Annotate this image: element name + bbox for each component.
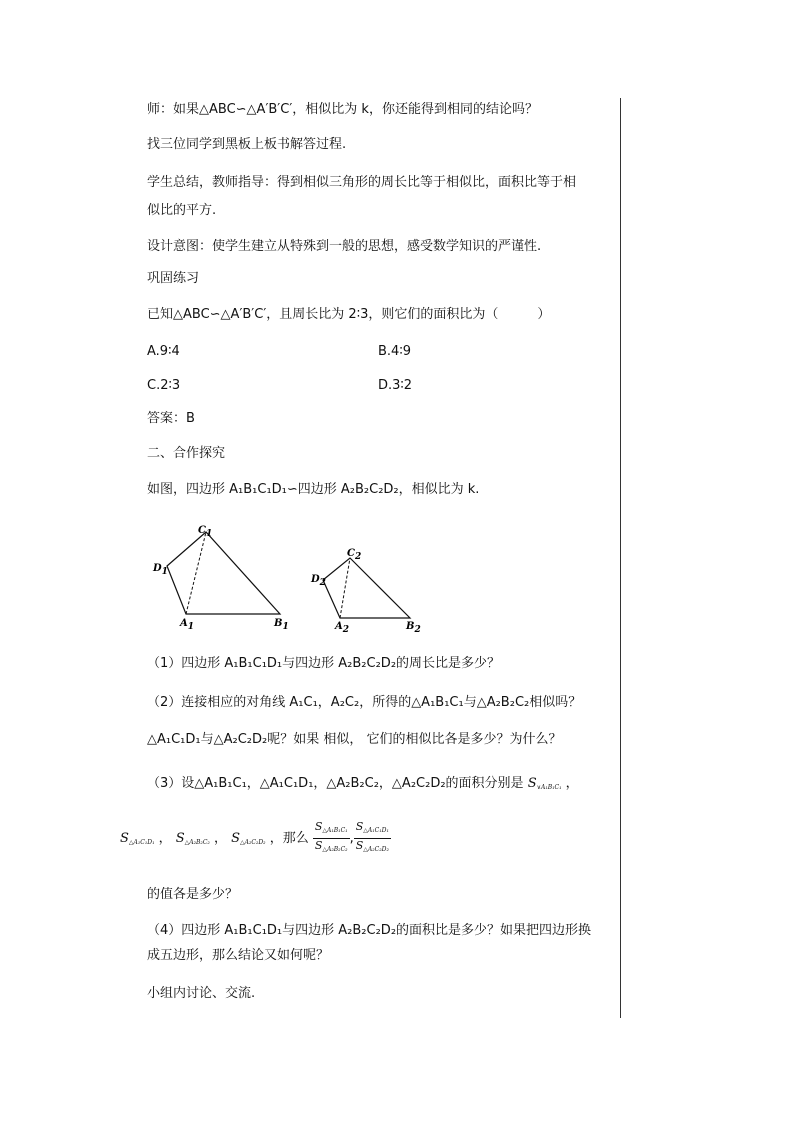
group-discussion: 小组内讨论、交流.: [147, 986, 256, 1001]
figure-intro: 如图，四边形 A₁B₁C₁D₁∽四边形 A₂B₂C₂D₂，相似比为 k.: [147, 482, 480, 497]
label-d1: D1: [153, 563, 168, 577]
question-3-text: （3）设△A₁B₁C₁，△A₁C₁D₁，△A₂B₂C₂，△A₂C₂D₂的面积分别是: [147, 776, 524, 791]
quad-1: [167, 532, 280, 614]
section-heading: 二、合作探究: [147, 446, 226, 461]
fraction-1: $\frac{\text{S△A₁B₁C₁}}{\text{S△A₂B₂C₂}}$: [314, 820, 348, 853]
question-3-then: ，那么: [269, 831, 309, 846]
right-margin-rule: [620, 98, 621, 1018]
area-symbol-1: S∨A₁B₁C₁: [527, 776, 562, 791]
practice-heading: 巩固练习: [147, 271, 200, 286]
student-summary-line2: 似比的平方.: [147, 203, 217, 218]
quadrilateral-figure: [150, 520, 430, 635]
label-a2: A2: [335, 621, 350, 635]
question-2-line1: （2）连接相应的对角线 A₁C₁，A₂C₂，所得的△A₁B₁C₁与△A₂B₂C₂相似吗？: [147, 695, 582, 710]
option-a: A.9∶4: [147, 344, 180, 359]
teacher-question: 师：如果△ABC∽△A′B′C′，相似比为 k，你还能得到相同的结论吗？: [147, 102, 538, 117]
question-3-line2: S△A₁C₁D₁ ， S△A₂B₂C₂ ， S△A₂C₂D₂ ，那么 $\frac{\text{S△A₁B₁C₁}}{\text{S△A₂B₂C₂}}$ , $\frac{\text{S△A₁C₁D₁}}{\text{S△A₂C₂D₂}}$: [120, 820, 391, 857]
question-4-line1: （4）四边形 A₁B₁C₁D₁与四边形 A₂B₂C₂D₂的面积比是多少？如果把四边形换: [147, 923, 592, 938]
student-summary-line1: 学生总结，教师指导：得到相似三角形的周长比等于相似比，面积比等于相: [147, 175, 577, 190]
diagonal-a1c1: [186, 532, 206, 614]
practice-question: 已知△ABC∽△A′B′C′，且周长比为 2∶3，则它们的面积比为（ ）: [147, 307, 551, 322]
design-intent: 设计意图：使学生建立从特殊到一般的思想，感受数学知识的严谨性.: [147, 239, 542, 254]
fraction-2: $\frac{\text{S△A₁C₁D₁}}{\text{S△A₂C₂D₂}}$: [355, 820, 389, 853]
label-b1: B1: [274, 618, 289, 632]
option-b: B.4∶9: [378, 344, 411, 359]
question-1: （1）四边形 A₁B₁C₁D₁与四边形 A₂B₂C₂D₂的周长比是多少？: [147, 656, 501, 671]
question-2-line2: △A₁C₁D₁与△A₂C₂D₂呢？如果 相似， 它们的相似比各是多少？为什么？: [147, 732, 562, 747]
quad-2: [323, 558, 410, 618]
area-symbol-3: S△A₂B₂C₂: [175, 831, 210, 846]
label-b2: B2: [406, 621, 421, 635]
label-a1: A1: [180, 618, 195, 632]
area-symbol-4: S△A₂C₂D₂: [231, 831, 266, 846]
option-c: C.2∶3: [147, 378, 181, 393]
question-3-end: 的值各是多少？: [147, 887, 239, 902]
label-d2: D2: [311, 574, 326, 588]
board-instruction: 找三位同学到黑板上板书解答过程.: [147, 137, 347, 152]
diagonal-a2c2: [340, 558, 350, 618]
option-d: D.3∶2: [378, 378, 413, 393]
label-c1: C1: [198, 525, 213, 539]
answer-text: 答案：B: [147, 411, 195, 426]
area-symbol-2: S△A₁C₁D₁: [120, 831, 155, 846]
label-c2: C2: [347, 548, 362, 562]
question-4-line2: 成五边形，那么结论又如何呢？: [147, 948, 330, 963]
question-3-line1: （3）设△A₁B₁C₁，△A₁C₁D₁，△A₂B₂C₂，△A₂C₂D₂的面积分别是 S∨A₁B₁C₁ ，: [147, 776, 579, 791]
